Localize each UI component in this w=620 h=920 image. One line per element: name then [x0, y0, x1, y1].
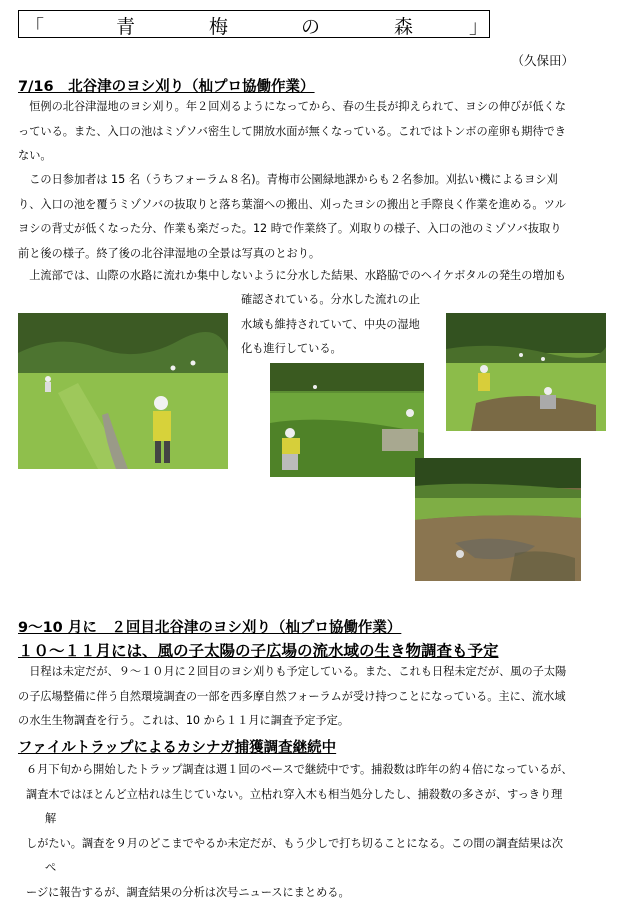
section1-para2 — [18, 168, 566, 266]
title-char-2: 梅 — [209, 16, 229, 38]
newsletter-title-box — [18, 10, 490, 38]
text-line: の子広場整備に伴う自然環境調査の一部を西多摩自然フォーラムが受け持つことになっている。主に、流水域 — [18, 689, 566, 703]
title-open-bracket: 「 — [25, 16, 45, 38]
text-line: ６月下旬から開始したトラップ調査は週１回のペースで継続中です。捕殺数は昨年の約４倍になっているが、 — [26, 763, 573, 776]
text-line: 上流部では、山際の水路に流れか集中しないように分水した結果、水路脇でのヘイケボタルの発生の増加も — [18, 269, 566, 282]
text-line: しがたい。調査を９月のどこまでやるか未定だが、もう少しで打ち切ることになる。この間の調査結果は次 — [26, 836, 564, 850]
text-line: 水域も維持されていて、中央の湿地 — [241, 317, 420, 331]
text-line: 確認されている。分水した流れの止 — [241, 293, 421, 306]
section2-paragraph — [18, 660, 566, 734]
section1-para1 — [18, 95, 566, 169]
text-line: ージに報告するが、調査結果の分析は次号ニュースにまとめる。 — [26, 885, 350, 899]
section1-para3-continued — [241, 288, 420, 362]
text-line: 日程は未定だが、９～１０月に２回目のヨシ刈りも予定している。また、これも日程未定だが、風の子太陽 — [18, 665, 567, 678]
text-line: ぺ — [45, 861, 57, 874]
section2-heading2: １０～１１月には、風の子太陽の子広場の流水域の生き物調査も予定 — [18, 642, 499, 660]
text-line: 調査木ではほとんど立枯れは生じていない。立枯れ穿入木も相当処分したし、捕殺数の多さが、すっきり理 — [26, 787, 563, 801]
text-line: り、入口の池を覆うミゾソバの抜取りと落ち葉溜への搬出、刈ったヨシの搬出と手際良く作業を進める。ツル — [18, 197, 566, 211]
text-line: 前と後の様子。終了後の北谷津湿地の全景は写真のとおり。 — [18, 246, 321, 260]
photo-wetland-workers — [446, 313, 606, 431]
text-line: 恒例の北谷津湿地のヨシ刈り。年２回刈るようになってから、春の生長が抑えられて、ヨシの伸びが低くな — [18, 100, 566, 113]
text-line: ヨシの背丈が低くなった分、作業も楽だった。12 時で作業終了。刈取りの様子、入口の池のミゾソバ抜取り — [18, 222, 562, 235]
title-char-1: 青 — [116, 16, 136, 38]
section2-heading1: 9～10 月に ２回目北谷津のヨシ刈り（杣プロ協働作業） — [18, 620, 402, 636]
text-line: の水生生物調査を行う。これは、10 から１１月に調査予定予定。 — [18, 714, 350, 727]
text-line: この日参加者は 15 名（うちフォーラム８名)。青梅市公園緑地課からも２名参加。刈払い機によるヨシ刈 — [18, 173, 558, 186]
author-credit: （久保田） — [511, 53, 574, 68]
section1-heading: 7/16 北谷津のヨシ刈り（杣プロ協働作業） — [18, 79, 315, 95]
photo-wetland-panorama — [415, 458, 581, 581]
photo-reed-cutting-workers — [18, 313, 228, 469]
title-close-bracket: 」 — [469, 16, 489, 38]
text-line: ない。 — [18, 149, 52, 162]
section3-heading: ファイルトラップによるカシナガ捕獲調査継続中 — [18, 740, 337, 756]
photo-pond-weeding — [270, 363, 424, 477]
text-line: っている。また、入口の池はミゾソバ密生して開放水面が無くなっている。これではトンボの産卵も期待でき — [18, 124, 566, 138]
section3-paragraph — [26, 758, 573, 905]
text-line: 解 — [45, 812, 57, 825]
text-line: 化も進行している。 — [241, 342, 342, 355]
title-char-4: 森 — [394, 16, 414, 38]
section1-para3 — [18, 264, 566, 289]
title-char-3: の — [301, 16, 321, 38]
